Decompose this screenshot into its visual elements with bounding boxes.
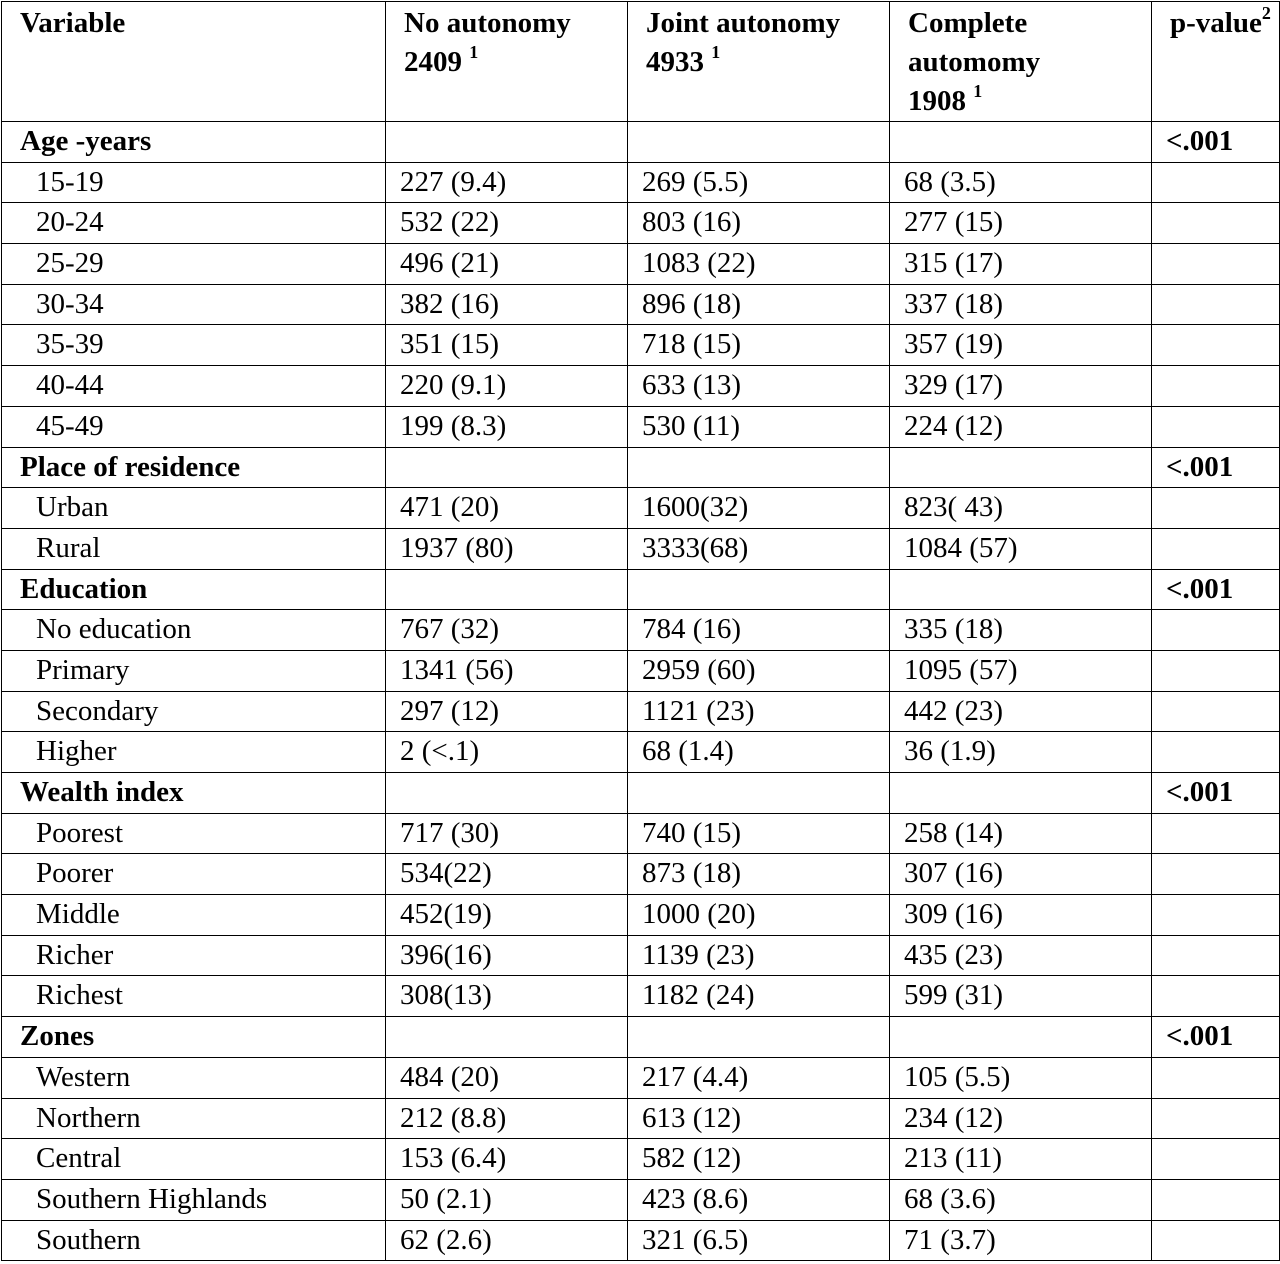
joint-autonomy-cell: 1182 (24): [628, 976, 890, 1017]
complete-autonomy-cell: 337 (18): [890, 284, 1152, 325]
empty-cell: [628, 1017, 890, 1058]
row-label: Urban: [2, 488, 386, 529]
empty-cell: [890, 773, 1152, 814]
empty-cell: [386, 773, 628, 814]
row-label: Central: [2, 1139, 386, 1180]
joint-autonomy-cell: 217 (4.4): [628, 1057, 890, 1098]
p-value-cell: <.001: [1152, 773, 1280, 814]
row-label: Southern: [2, 1220, 386, 1261]
p-value-cell: <.001: [1152, 1017, 1280, 1058]
joint-autonomy-cell: 1600(32): [628, 488, 890, 529]
no-autonomy-cell: 767 (32): [386, 610, 628, 651]
table-row: [2, 895, 1280, 936]
joint-autonomy-cell: 321 (6.5): [628, 1220, 890, 1261]
joint-autonomy-cell: 740 (15): [628, 813, 890, 854]
header-joint-autonomy-label: Joint autonomy: [646, 7, 841, 39]
table-row: [2, 244, 1280, 285]
table-row: [2, 813, 1280, 854]
table-row: [2, 1139, 1280, 1180]
section-label: Education: [2, 569, 386, 610]
no-autonomy-cell: 199 (8.3): [386, 406, 628, 447]
section-row: [2, 447, 1280, 488]
header-p-value: [1152, 2, 1280, 122]
row-label: 15-19: [2, 162, 386, 203]
joint-autonomy-cell: 269 (5.5): [628, 162, 890, 203]
table-row: [2, 1179, 1280, 1220]
empty-cell: [1152, 1179, 1280, 1220]
table-row: [2, 732, 1280, 773]
empty-cell: [890, 122, 1152, 163]
joint-autonomy-cell: 803 (16): [628, 203, 890, 244]
complete-autonomy-cell: 68 (3.6): [890, 1179, 1152, 1220]
empty-cell: [1152, 650, 1280, 691]
table-row: [2, 976, 1280, 1017]
no-autonomy-cell: 534(22): [386, 854, 628, 895]
complete-autonomy-cell: 105 (5.5): [890, 1057, 1152, 1098]
row-label: 45-49: [2, 406, 386, 447]
section-row: [2, 1017, 1280, 1058]
complete-autonomy-cell: 357 (19): [890, 325, 1152, 366]
joint-autonomy-cell: 2959 (60): [628, 650, 890, 691]
table-row: [2, 366, 1280, 407]
section-label: Zones: [2, 1017, 386, 1058]
joint-autonomy-cell: 1083 (22): [628, 244, 890, 285]
joint-autonomy-cell: 530 (11): [628, 406, 890, 447]
complete-autonomy-cell: 68 (3.5): [890, 162, 1152, 203]
empty-cell: [1152, 610, 1280, 651]
row-label: Secondary: [2, 691, 386, 732]
joint-autonomy-cell: 1000 (20): [628, 895, 890, 936]
empty-cell: [1152, 732, 1280, 773]
p-value-cell: <.001: [1152, 447, 1280, 488]
header-p-value-label: p-value: [1170, 7, 1262, 39]
complete-autonomy-cell: 823( 43): [890, 488, 1152, 529]
empty-cell: [1152, 366, 1280, 407]
joint-autonomy-cell: 423 (8.6): [628, 1179, 890, 1220]
empty-cell: [1152, 203, 1280, 244]
row-label: Middle: [2, 895, 386, 936]
table-row: [2, 284, 1280, 325]
empty-cell: [386, 447, 628, 488]
row-label: No education: [2, 610, 386, 651]
joint-autonomy-cell: 1121 (23): [628, 691, 890, 732]
row-label: 40-44: [2, 366, 386, 407]
table-row: [2, 162, 1280, 203]
row-label: Rural: [2, 528, 386, 569]
table-row: [2, 203, 1280, 244]
joint-autonomy-cell: 718 (15): [628, 325, 890, 366]
empty-cell: [386, 1017, 628, 1058]
header-complete-autonomy: [890, 2, 1152, 122]
empty-cell: [1152, 488, 1280, 529]
empty-cell: [1152, 1098, 1280, 1139]
empty-cell: [1152, 528, 1280, 569]
empty-cell: [1152, 1057, 1280, 1098]
empty-cell: [1152, 854, 1280, 895]
no-autonomy-cell: 532 (22): [386, 203, 628, 244]
complete-autonomy-cell: 307 (16): [890, 854, 1152, 895]
no-autonomy-cell: 471 (20): [386, 488, 628, 529]
no-autonomy-cell: 1937 (80): [386, 528, 628, 569]
row-label: 25-29: [2, 244, 386, 285]
row-label: Southern Highlands: [2, 1179, 386, 1220]
footnote-marker: 2: [1261, 3, 1271, 24]
empty-cell: [890, 569, 1152, 610]
table-row: [2, 1220, 1280, 1261]
complete-autonomy-cell: 258 (14): [890, 813, 1152, 854]
empty-cell: [386, 569, 628, 610]
no-autonomy-cell: 452(19): [386, 895, 628, 936]
complete-autonomy-cell: 224 (12): [890, 406, 1152, 447]
section-row: [2, 122, 1280, 163]
header-no-autonomy-label: No autonomy: [404, 7, 571, 39]
empty-cell: [1152, 895, 1280, 936]
section-label: Wealth index: [2, 773, 386, 814]
no-autonomy-cell: 382 (16): [386, 284, 628, 325]
joint-autonomy-cell: 613 (12): [628, 1098, 890, 1139]
empty-cell: [628, 569, 890, 610]
empty-cell: [1152, 162, 1280, 203]
complete-autonomy-cell: 315 (17): [890, 244, 1152, 285]
row-label: Western: [2, 1057, 386, 1098]
empty-cell: [628, 447, 890, 488]
complete-autonomy-cell: 442 (23): [890, 691, 1152, 732]
joint-autonomy-cell: 784 (16): [628, 610, 890, 651]
no-autonomy-cell: 50 (2.1): [386, 1179, 628, 1220]
table-row: [2, 1098, 1280, 1139]
joint-autonomy-cell: 582 (12): [628, 1139, 890, 1180]
complete-autonomy-cell: 36 (1.9): [890, 732, 1152, 773]
footnote-marker: 1: [973, 81, 983, 102]
header-complete-autonomy-n: 1908: [908, 85, 966, 117]
table-body: [2, 122, 1280, 1261]
empty-cell: [1152, 813, 1280, 854]
row-label: Poorest: [2, 813, 386, 854]
section-label: Place of residence: [2, 447, 386, 488]
complete-autonomy-cell: 329 (17): [890, 366, 1152, 407]
no-autonomy-cell: 351 (15): [386, 325, 628, 366]
no-autonomy-cell: 153 (6.4): [386, 1139, 628, 1180]
no-autonomy-cell: 496 (21): [386, 244, 628, 285]
empty-cell: [890, 447, 1152, 488]
row-label: 20-24: [2, 203, 386, 244]
empty-cell: [1152, 976, 1280, 1017]
complete-autonomy-cell: 1084 (57): [890, 528, 1152, 569]
empty-cell: [1152, 244, 1280, 285]
row-label: 35-39: [2, 325, 386, 366]
header-row: [2, 2, 1280, 122]
header-joint-autonomy-n: 4933: [646, 46, 704, 78]
header-complete-autonomy-label: Complete automomy: [908, 7, 1041, 78]
empty-cell: [628, 773, 890, 814]
row-label: Richest: [2, 976, 386, 1017]
complete-autonomy-cell: 599 (31): [890, 976, 1152, 1017]
complete-autonomy-cell: 1095 (57): [890, 650, 1152, 691]
table-row: [2, 610, 1280, 651]
empty-cell: [1152, 284, 1280, 325]
row-label: 30-34: [2, 284, 386, 325]
complete-autonomy-cell: 335 (18): [890, 610, 1152, 651]
joint-autonomy-cell: 68 (1.4): [628, 732, 890, 773]
complete-autonomy-cell: 71 (3.7): [890, 1220, 1152, 1261]
complete-autonomy-cell: 277 (15): [890, 203, 1152, 244]
footnote-marker: 1: [469, 42, 479, 63]
empty-cell: [1152, 1139, 1280, 1180]
table-row: [2, 1057, 1280, 1098]
header-no-autonomy-n: 2409: [404, 46, 462, 78]
empty-cell: [1152, 325, 1280, 366]
joint-autonomy-cell: 896 (18): [628, 284, 890, 325]
no-autonomy-cell: 484 (20): [386, 1057, 628, 1098]
p-value-cell: <.001: [1152, 569, 1280, 610]
no-autonomy-cell: 2 (<.1): [386, 732, 628, 773]
row-label: Poorer: [2, 854, 386, 895]
table-row: [2, 854, 1280, 895]
joint-autonomy-cell: 873 (18): [628, 854, 890, 895]
section-label: Age -years: [2, 122, 386, 163]
complete-autonomy-cell: 309 (16): [890, 895, 1152, 936]
empty-cell: [1152, 406, 1280, 447]
no-autonomy-cell: 717 (30): [386, 813, 628, 854]
p-value-cell: <.001: [1152, 122, 1280, 163]
table-row: [2, 650, 1280, 691]
table-row: [2, 488, 1280, 529]
footnote-marker: 1: [711, 42, 721, 63]
complete-autonomy-cell: 234 (12): [890, 1098, 1152, 1139]
joint-autonomy-cell: 3333(68): [628, 528, 890, 569]
no-autonomy-cell: 220 (9.1): [386, 366, 628, 407]
table-row: [2, 325, 1280, 366]
row-label: Primary: [2, 650, 386, 691]
table-row: [2, 528, 1280, 569]
joint-autonomy-cell: 1139 (23): [628, 935, 890, 976]
joint-autonomy-cell: 633 (13): [628, 366, 890, 407]
section-row: [2, 773, 1280, 814]
table-row: [2, 935, 1280, 976]
empty-cell: [386, 122, 628, 163]
header-variable: Variable: [2, 2, 386, 122]
section-row: [2, 569, 1280, 610]
row-label: Richer: [2, 935, 386, 976]
empty-cell: [890, 1017, 1152, 1058]
no-autonomy-cell: 227 (9.4): [386, 162, 628, 203]
row-label: Northern: [2, 1098, 386, 1139]
header-no-autonomy: [386, 2, 628, 122]
no-autonomy-cell: 62 (2.6): [386, 1220, 628, 1261]
empty-cell: [1152, 935, 1280, 976]
header-joint-autonomy: [628, 2, 890, 122]
complete-autonomy-cell: 213 (11): [890, 1139, 1152, 1180]
no-autonomy-cell: 1341 (56): [386, 650, 628, 691]
no-autonomy-cell: 212 (8.8): [386, 1098, 628, 1139]
empty-cell: [1152, 1220, 1280, 1261]
row-label: Higher: [2, 732, 386, 773]
empty-cell: [628, 122, 890, 163]
table-row: [2, 691, 1280, 732]
no-autonomy-cell: 297 (12): [386, 691, 628, 732]
no-autonomy-cell: 308(13): [386, 976, 628, 1017]
empty-cell: [1152, 691, 1280, 732]
table-row: [2, 406, 1280, 447]
no-autonomy-cell: 396(16): [386, 935, 628, 976]
complete-autonomy-cell: 435 (23): [890, 935, 1152, 976]
characteristics-table: [1, 1, 1280, 1261]
